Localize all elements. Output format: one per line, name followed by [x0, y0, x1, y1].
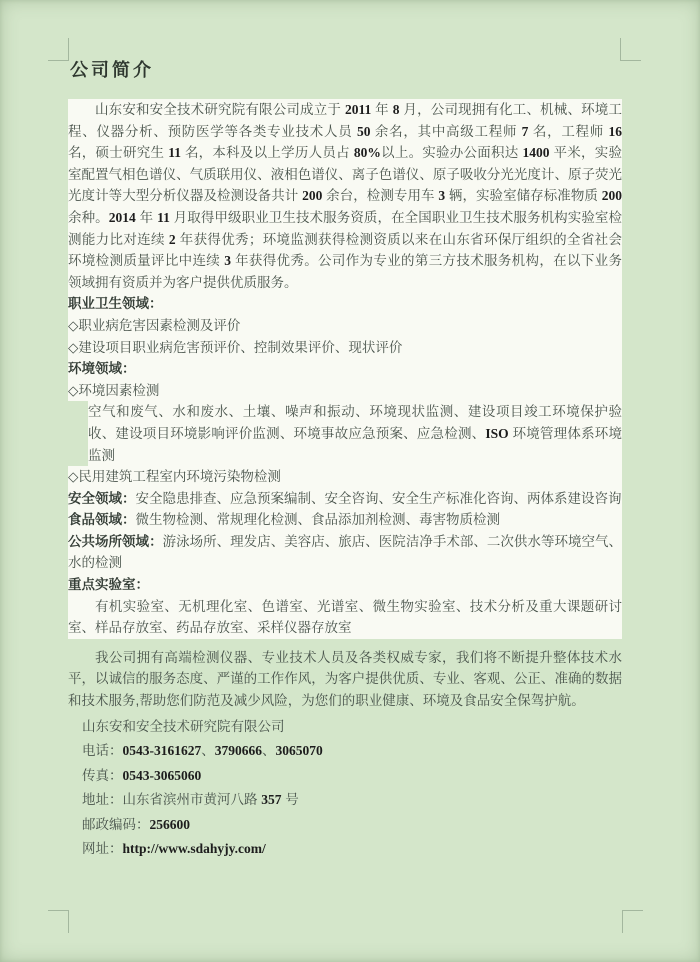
list-item-environment-2: ◇民用建筑工程室内环境污染物检测: [68, 466, 622, 488]
list-item-occupational-2: ◇建设项目职业病危害预评价、控制效果评价、现状评价: [68, 337, 622, 359]
list-item-environment-1: ◇环境因素检测: [68, 380, 622, 402]
page-title: 公司简介: [70, 60, 154, 80]
contact-fax: 传真：0543-3065060: [82, 767, 202, 783]
section-heading-key-labs: 重点实验室：: [68, 574, 622, 596]
document-body: [68, 58, 622, 862]
section-food: [68, 509, 622, 531]
intro-paragraph: 山东安和安全技术研究院有限公司成立于 2011 年 8 月，公司现拥有化工、机械、环境工程、仪器分析、预防医学等各类专业技术人员 50 余名，其中高级工程师 7 名，工程师 16 名，硕士研究生 11 名，本科及以上学历人员占 80%以上。实验办公面积达 1400 平米，实验室配置气相色谱仪、气质联用仪、液相色谱仪、离子色谱仪、原子吸收分光光度计、原子荧光光度计等大型分析仪器及检测设备共计 200 余台，检测专用车 3 辆，实验室储存标准物质 200 余种。2014 年 11 月取得甲级职业卫生技术服务资质，在全国职业卫生技术服务机构实验室检测能力比对连续 2 年获得优秀；环境监测获得检测资质以来在山东省环保厅组织的全省社会环境检测质量评比中连续 3 年获得优秀。公司作为专业的第三方技术服务机构，在以下业务领域拥有资质并为客户提供优质服务。: [68, 99, 622, 293]
contact-block: [68, 715, 622, 862]
section-public-places: [68, 531, 622, 574]
contact-postcode: 邮政编码：256600: [82, 816, 190, 832]
safety-text: 安全隐患排查、应急预案编制、安全咨询、安全生产标准化咨询、两体系建设咨询: [135, 490, 622, 506]
crop-mark-top-left-icon: [48, 38, 69, 61]
contact-phone: 电话：0543-3161627、3790666、3065070: [82, 743, 323, 759]
key-labs-paragraph: 有机实验室、无机理化室、色谱室、光谱室、微生物实验室、技术分析及重大课题研讨室、样品存放室、药品存放室、采样仪器存放室: [68, 596, 622, 639]
contact-address: 地址：山东省滨州市黄河八路 357 号: [82, 792, 299, 808]
crop-mark-top-right-icon: [620, 38, 641, 61]
inline-heading-public-places: 公共场所领域：: [68, 533, 163, 549]
section-heading-occupational-health: 职业卫生领域：: [68, 293, 622, 315]
contact-website: 网址：http://www.sdahyjy.com/: [82, 841, 266, 857]
public-places-text: 游泳场所、理发店、美容店、旅店、医院洁净手术部、二次供水等环境空气、水的检测: [68, 533, 623, 571]
food-text: 微生物检测、常规理化检测、食品添加剂检测、毒害物质检测: [135, 512, 500, 528]
list-item-occupational-1: ◇职业病危害因素检测及评价: [68, 315, 622, 337]
inline-heading-food: 食品领域：: [68, 512, 136, 528]
inline-heading-safety: 安全领域：: [68, 490, 136, 506]
section-safety: [68, 488, 622, 510]
section-heading-environment: 环境领域：: [68, 358, 622, 380]
environment-sub-paragraph: 空气和废气、水和废水、土壤、噪声和振动、环境现状监测、建设项目竣工环境保护验收、建设项目环境影响评价监测、环境事故应急预案、应急检测、ISO 环境管理体系环境监测: [88, 401, 622, 466]
contact-company-name: 山东安和安全技术研究院有限公司: [82, 718, 285, 734]
crop-mark-bottom-right-icon: [622, 910, 643, 933]
crop-mark-bottom-left-icon: [48, 910, 69, 933]
closing-paragraph: 我公司拥有高端检测仪器、专业技术人员及各类权威专家，我们将不断提升整体技术水平，以诚信的服务态度、严谨的工作作风，为客户提供优质、专业、客观、公正、准确的数据和技术服务,帮助您们防范及减少风险，为您们的职业健康、环境及食品安全保驾护航。: [68, 649, 622, 709]
